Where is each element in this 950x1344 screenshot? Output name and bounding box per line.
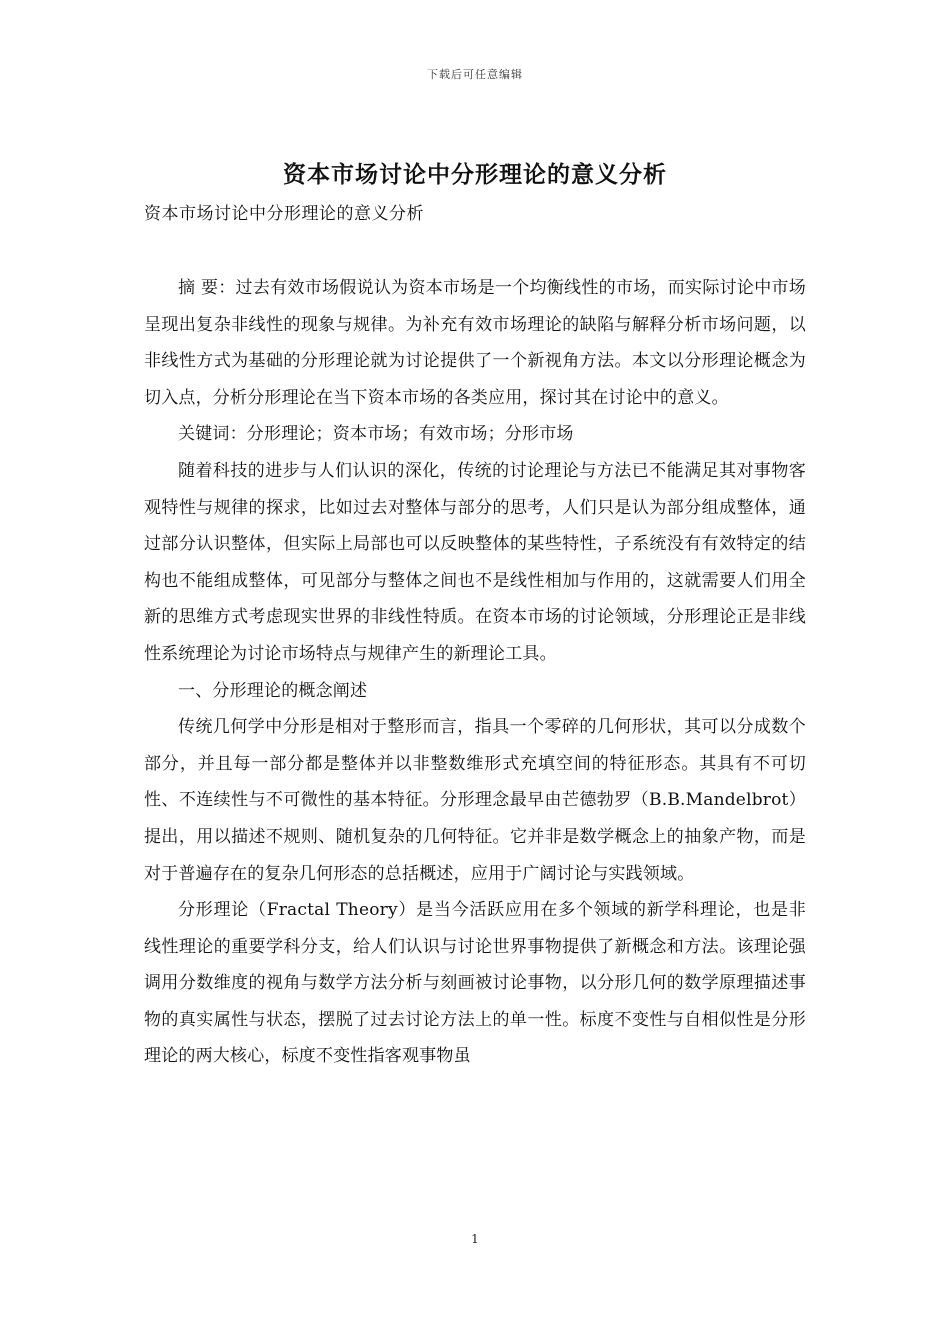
abstract-paragraph: 摘 要：过去有效市场假说认为资本市场是一个均衡线性的市场，而实际讨论中市场呈现出复杂非线性的现象与规律。为补充有效市场理论的缺陷与解释分析市场问题，以非线性方式为基础的分形理论就为讨论提供了一个新视角方法。本文以分形理论概念为切入点，分析分形理论在当下资本市场的各类应用，探讨其在讨论中的意义。: [144, 278, 806, 408]
body-paragraph: 随着科技的进步与人们认识的深化，传统的讨论理论与方法已不能满足其对事物客观特性与规律的探求，比如过去对整体与部分的思考，人们只是认为部分组成整体，通过部分认识整体，但实际上局部也可以反映整体的某些特性，子系统没有有效特定的结构也不能组成整体，可见部分与整体之间也不是线性相加与作用的，这就需要人们用全新的思维方式考虑现实世界的非线性特质。在资本市场的讨论领域，分形理论正是非线性系统理论为讨论市场特点与规律产生的新理论工具。: [144, 460, 806, 664]
page-number: 1: [471, 1232, 479, 1246]
body-paragraph: 分形理论（Fractal Theory）是当今活跃应用在多个领域的新学科理论，也是非线性理论的重要学科分支，给人们认识与讨论世界事物提供了新概念和方法。该理论强调用分数维度的视角与数学方法分析与刻画被讨论事物，以分形几何的数学原理描述事物的真实属性与状态，摆脱了过去讨论方法上的单一性。标度不变性与自相似性是分形理论的两大核心，标度不变性指客观事物虽: [144, 900, 806, 1067]
keywords-paragraph: 关键词：分形理论；资本市场；有效市场；分形市场: [178, 424, 574, 445]
document-subtitle: 资本市场讨论中分形理论的意义分析: [144, 204, 424, 224]
page-header-note: 下载后可任意编辑: [427, 68, 523, 81]
body-paragraph: 传统几何学中分形是相对于整形而言，指具一个零碎的几何形状，其可以分成数个部分，并且每一部分都是整体并以非整数维形式充填空间的特征形态。其具有不可切性、不连续性与不可微性的基本特征。分形理念最早由芒德勃罗（B.B.Mandelbrot）提出，用以描述不规则、随机复杂的几何特征。它并非是数学概念上的抽象产物，而是对于普遍存在的复杂几何形态的总括概述，应用于广阔讨论与实践领域。: [144, 717, 806, 884]
document-body: [144, 270, 806, 1075]
document-title: 资本市场讨论中分形理论的意义分析: [283, 161, 667, 188]
section-heading: 一、分形理论的概念阐述: [178, 680, 368, 701]
